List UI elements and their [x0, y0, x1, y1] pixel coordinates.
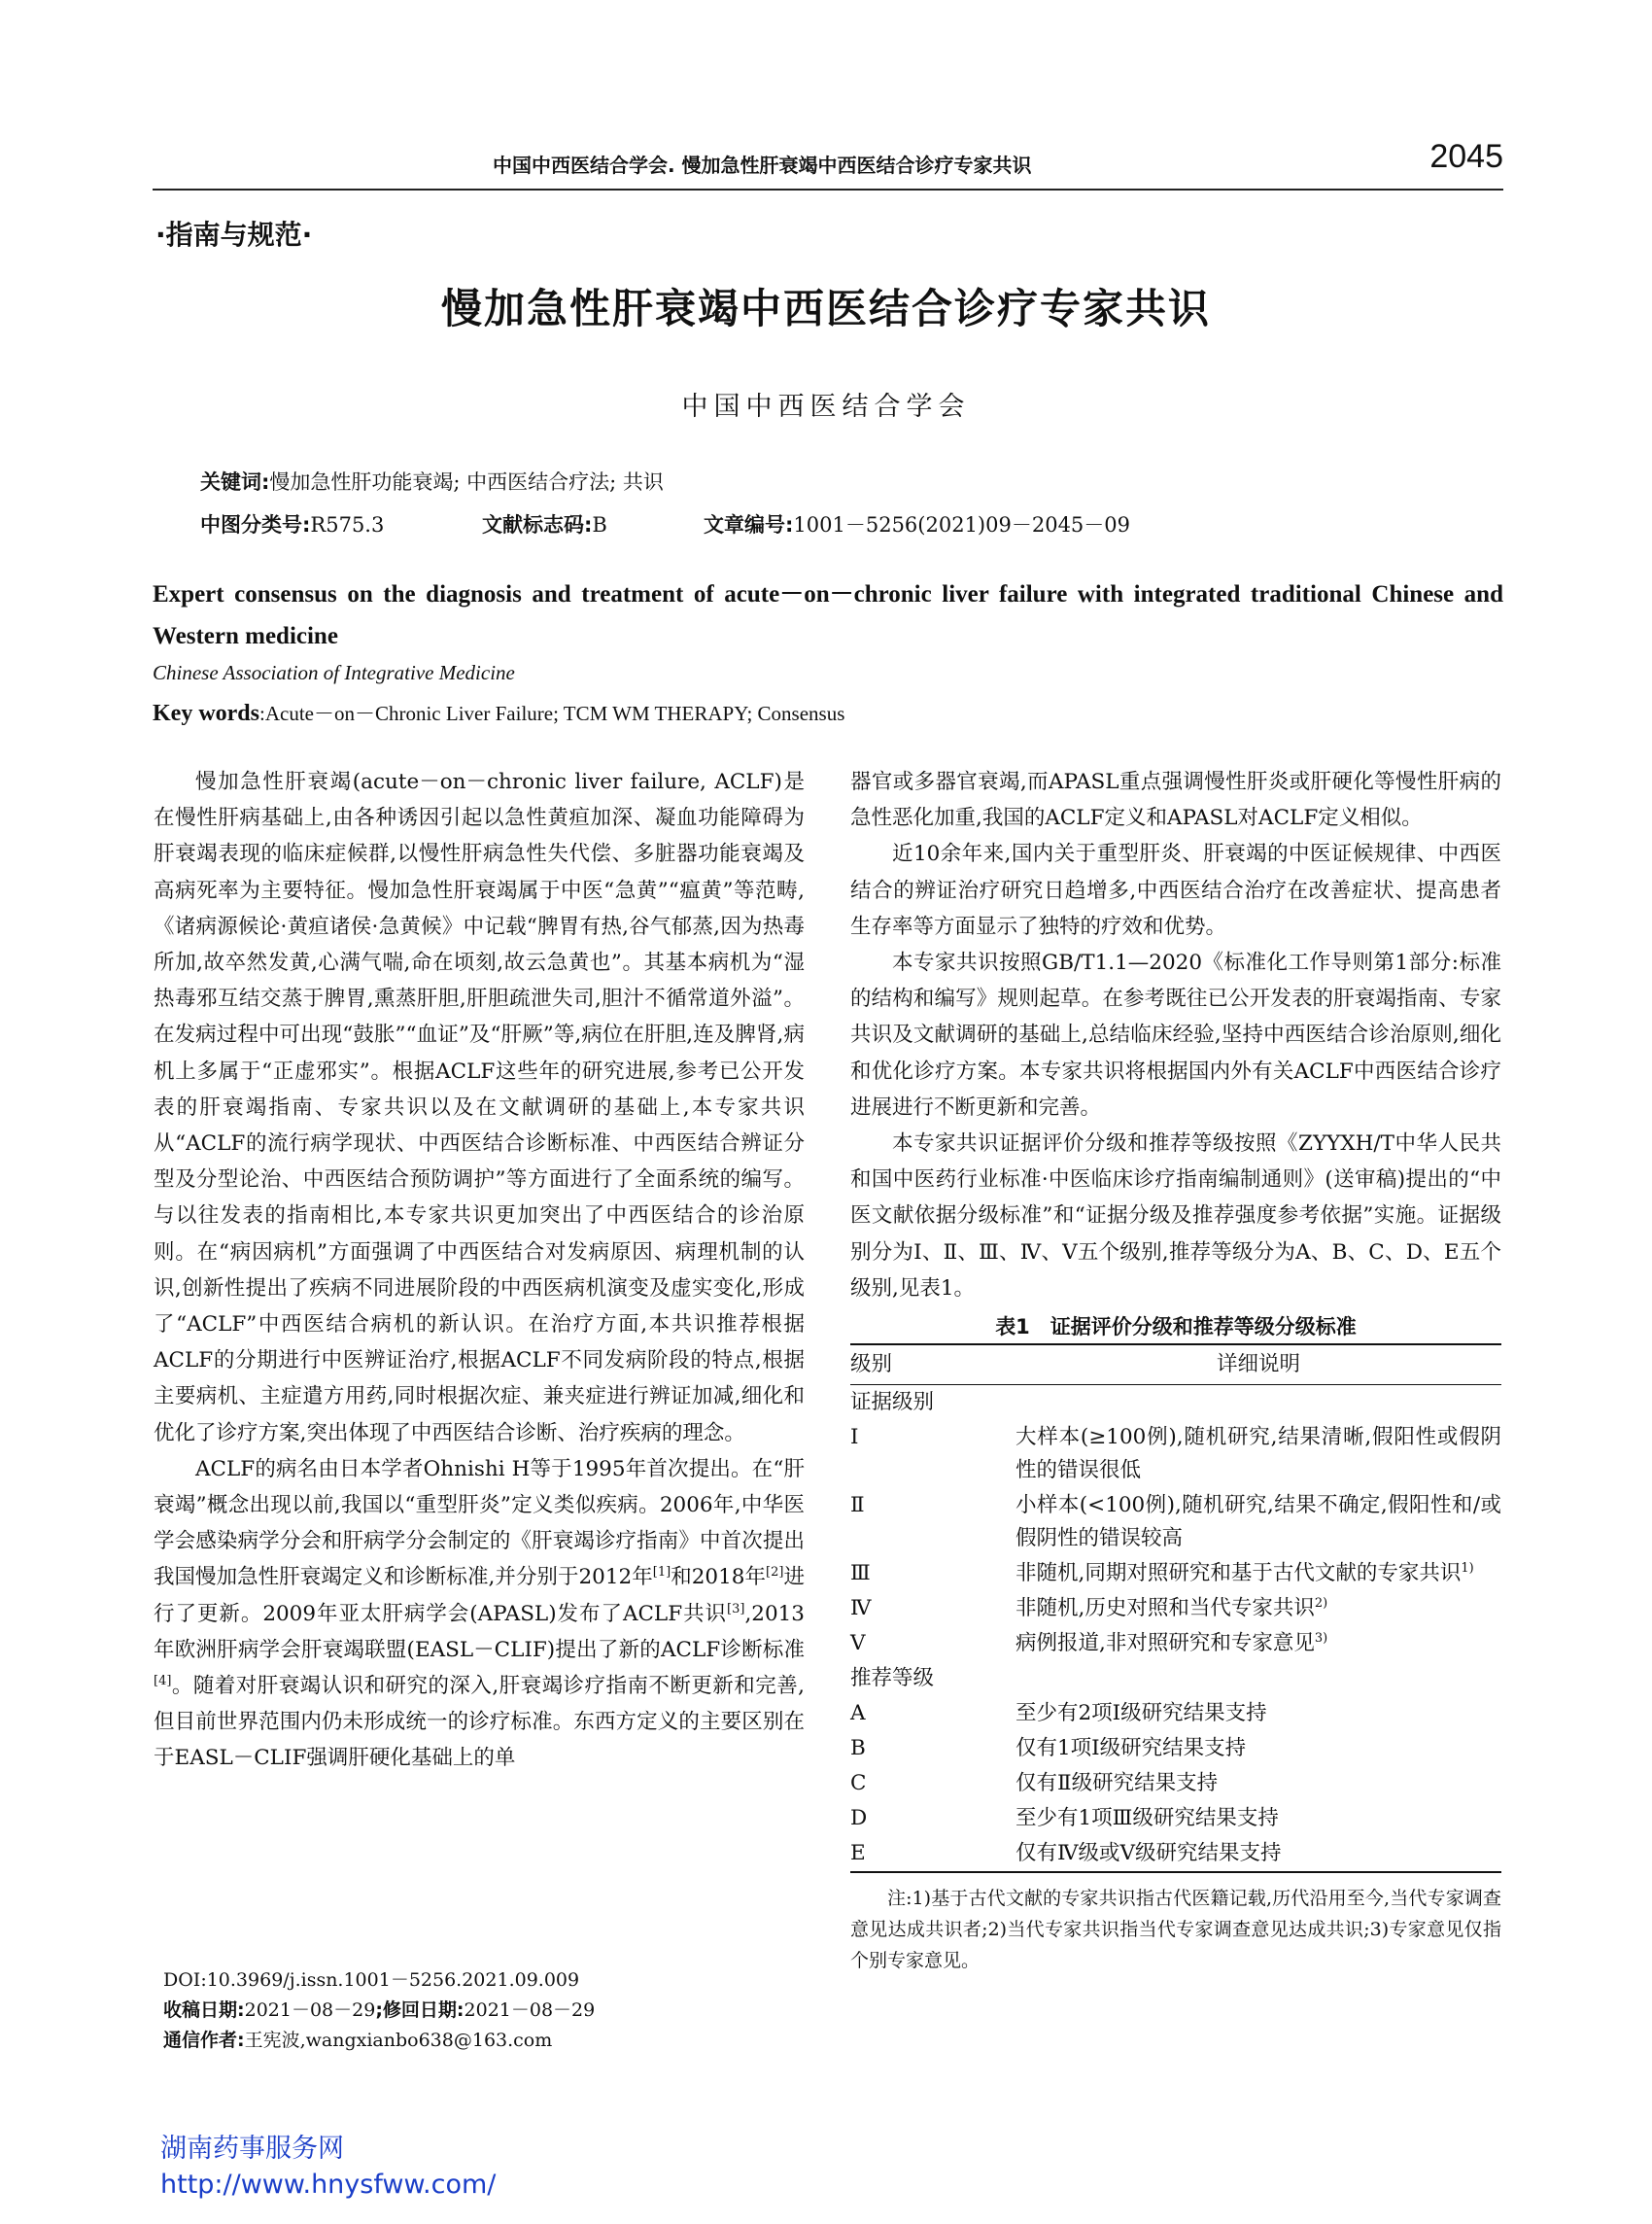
text-run: 进行了更新。2009年亚太肝病学会(APASL)发布了ACLF共识: [154, 1565, 805, 1626]
desc-cell: 仅有1项Ⅰ级研究结果支持: [1015, 1736, 1247, 1761]
keywords-value: 慢加急性肝功能衰竭; 中西医结合疗法; 共识: [269, 470, 664, 494]
desc-text: 病例报道,非对照研究和专家意见: [1015, 1631, 1315, 1656]
watermark-url[interactable]: http://www.hnysfww.com/: [160, 2170, 497, 2200]
desc-text: 小样本(<100例),随机研究,结果不确定,假阳性和/或假阴性的错误较高: [1015, 1493, 1501, 1551]
keywords-line: [200, 467, 664, 496]
note-ref: 1): [1461, 1560, 1474, 1576]
desc-text: 非随机,同期对照研究和基于古代文献的专家共识: [1015, 1561, 1462, 1586]
table-caption: 表1 证据评价分级和推荐等级分级标准: [995, 1315, 1357, 1339]
desc-cell: 仅有Ⅳ级或Ⅴ级研究结果支持: [1015, 1841, 1282, 1866]
revised-date: 2021－08－29: [464, 1999, 596, 2021]
level-cell: Ⅲ: [850, 1561, 871, 1586]
desc-cell: 至少有2项Ⅰ级研究结果支持: [1015, 1701, 1267, 1726]
level-cell: Ⅱ: [850, 1493, 865, 1518]
level-cell: Ⅴ: [850, 1631, 866, 1656]
corresponding-label: 通信作者:: [163, 2030, 245, 2051]
level-cell: E: [850, 1841, 866, 1866]
table-row: [850, 1488, 1501, 1556]
text-run: 和2018年: [671, 1565, 767, 1590]
table-note: 注:1)基于古代文献的专家共识指古代医籍记载,历代沿用至今,当代专家调查意见达成共识者;2)当代专家共识指当代专家调查意见达成共识;3)专家意见仅指个别专家意见。: [850, 1888, 1501, 1972]
body-column-left: [154, 764, 805, 1777]
section-label: ·指南与规范·: [155, 219, 313, 251]
article-footnote: [163, 1965, 746, 2056]
doc-code-value: B: [592, 513, 607, 537]
level-cell: D: [850, 1806, 868, 1831]
body-paragraph: [154, 1451, 805, 1777]
english-author: Chinese Association of Integrative Medicine: [153, 661, 515, 684]
corresponding-line: [163, 2026, 746, 2056]
table-row: [850, 1731, 1501, 1766]
header-detail: 详细说明: [1216, 1352, 1300, 1377]
header-level: 级别: [850, 1352, 893, 1377]
table-group-row: [850, 1385, 1501, 1421]
table-row: [850, 1801, 1501, 1836]
text-run: ACLF的病名由日本学者Ohnishi H等于1995年首次提出。在“肝衰竭”概念出现以前,我国以“重型肝炎”定义类似疾病。2006年,中华医学会感染病学分会和肝病学分会制定的《肝衰竭诊疗指南》中首次提出我国慢加急性肝衰竭定义和诊断标准,并分别于2012年: [154, 1456, 805, 1590]
citation-ref[interactable]: [1]: [652, 1565, 671, 1581]
dates-line: [163, 1996, 746, 2026]
body-paragraph: 近10余年来,国内关于重型肝炎、肝衰竭的中医证候规律、中西医结合的辨证治疗研究日趋增多,中西医结合治疗在改善症状、提高患者生存率等方面显示了独特的疗效和优势。: [850, 842, 1501, 939]
level-cell: Ⅰ: [850, 1425, 859, 1450]
table-row: [850, 1696, 1501, 1731]
corresponding-author[interactable]: 王宪波,wangxianbo638@163.com: [244, 2030, 553, 2051]
running-head: 中国中西医结合学会. 慢加急性肝衰竭中西医结合诊疗专家共识: [493, 154, 1032, 177]
article-id-label: 文章编号:: [704, 513, 794, 537]
note-ref: 2): [1314, 1595, 1328, 1611]
table-row: [850, 1836, 1501, 1872]
note-ref: 3): [1314, 1630, 1328, 1646]
body-paragraph-continued: 器官或多器官衰竭,而APASL重点强调慢性肝炎或肝硬化等慢性肝病的急性恶化加重,我国的ACLF定义和APASL对ACLF定义相似。: [850, 770, 1501, 831]
group-evidence: 证据级别: [850, 1390, 935, 1415]
table-row: [850, 1556, 1501, 1591]
received-date: 2021－08－29: [244, 1999, 376, 2021]
citation-ref[interactable]: [4]: [154, 1673, 172, 1688]
keywords-label: 关键词:: [200, 470, 270, 494]
english-keywords-value: :Acute－on－Chronic Liver Failure; TCM WM THERAPY; Consensus: [259, 702, 845, 725]
english-title: Expert consensus on the diagnosis and treatment of acute－on－chronic liver failure with integrated traditional Chinese and Western medicine: [153, 581, 1503, 649]
article-author: 中国中西医结合学会: [681, 392, 971, 422]
desc-cell: 至少有1项Ⅲ级研究结果支持: [1015, 1806, 1279, 1831]
level-cell: A: [850, 1701, 866, 1726]
article-title: 慢加急性肝衰竭中西医结合诊疗专家共识: [440, 285, 1211, 332]
desc-cell: 仅有Ⅱ级研究结果支持: [1015, 1771, 1219, 1796]
body-column-right: [850, 764, 1501, 1976]
english-keywords-label: Key words: [153, 701, 259, 726]
desc-cell: [1015, 1626, 1501, 1661]
level-cell: Ⅳ: [850, 1596, 872, 1621]
citation-ref[interactable]: [2]: [766, 1565, 784, 1581]
evidence-table: [850, 1343, 1501, 1873]
body-paragraph: 本专家共识按照GB/T1.1—2020《标准化工作导则第1部分:标准的结构和编写》规则起草。在参考既往已公开发表的肝衰竭指南、专家共识及文献调研的基础上,总结临床经验,坚持中西医结合诊治原则,细化和优化诊疗方案。本专家共识将根据国内外有关ACLF中西医结合诊疗进展进行不断更新和完善。: [850, 951, 1501, 1120]
body-paragraph: 本专家共识证据评价分级和推荐等级按照《ZYYXH/T中华人民共和国中医药行业标准·中医临床诊疗指南编制通则》(送审稿)提出的“中医文献依据分级标准”和“证据分级及推荐强度参考依据”实施。证据级别分为Ⅰ、Ⅱ、Ⅲ、Ⅳ、Ⅴ五个级别,推荐等级分为A、B、C、D、E五个级别,见表1。: [850, 1131, 1501, 1301]
table-header-row: [850, 1344, 1501, 1385]
text-run: ,2013年欧洲肝病学会肝衰竭联盟(EASL－CLIF)提出了新的ACLF诊断标准: [154, 1601, 805, 1662]
table-row: [850, 1626, 1501, 1661]
article-id-line: [704, 509, 1130, 539]
table-row: [850, 1591, 1501, 1626]
desc-cell: [1015, 1591, 1501, 1626]
doc-code-line: [482, 509, 607, 539]
desc-cell: [1015, 1420, 1501, 1488]
desc-text: 非随机,历史对照和当代专家共识: [1015, 1596, 1315, 1621]
level-cell: C: [850, 1771, 867, 1796]
doi-line[interactable]: DOI:10.3969/j.issn.1001－5256.2021.09.009: [163, 1969, 580, 1991]
desc-cell: [1015, 1556, 1501, 1591]
table-row: [850, 1420, 1501, 1488]
english-keywords: [153, 698, 844, 727]
clc-value: R575.3: [310, 513, 385, 537]
doc-code-label: 文献标志码:: [482, 513, 593, 537]
body-paragraph: 慢加急性肝衰竭(acute－on－chronic liver failure, ACLF)是在慢性肝病基础上,由各种诱因引起以急性黄疸加深、凝血功能障碍为肝衰竭表现的临床症候群,以慢性肝病急性失代偿、多脏器功能衰竭及高病死率为主要特征。慢加急性肝衰竭属于中医“急黄”“瘟黄”等范畴,《诸病源候论·黄疸诸侯·急黄候》中记载“脾胃有热,谷气郁蒸,因为热毒所加,故卒然发黄,心满气喘,命在顷刻,故云急黄也”。其基本病机为“湿热毒邪互结交蒸于脾胃,熏蒸肝胆,肝胆疏泄失司,胆汁不循常道外溢”。在发病过程中可出现“鼓胀”“血证”及“肝厥”等,病位在肝胆,连及脾肾,病机上多属于“正虚邪实”。根据ACLF这些年的研究进展,参考已公开发表的肝衰竭指南、专家共识以及在文献调研的基础上,本专家共识从“ACLF的流行病学现状、中西医结合诊断标准、中西医结合辨证分型及分型论治、中西医结合预防调护”等方面进行了全面系统的编写。与以往发表的指南相比,本专家共识更加突出了中西医结合的诊治原则。在“病因病机”方面强调了中西医结合对发病原因、病理机制的认识,创新性提出了疾病不同进展阶段的中西医病机演变及虚实变化,形成了“ACLF”中西医结合病机的新认识。在治疗方面,本共识推荐根据ACLF的分期进行中医辨证治疗,根据ACLF不同发病阶段的特点,根据主要病机、主症遣方用药,同时根据次症、兼夹症进行辨证加减,细化和优化了诊疗方案,突出体现了中西医结合诊断、治疗疾病的理念。: [154, 770, 805, 1445]
revised-label: ;修回日期:: [375, 1999, 465, 2021]
desc-text: 大样本(≥100例),随机研究,结果清晰,假阳性或假阴性的错误很低: [1015, 1425, 1501, 1483]
site-watermark: [160, 2131, 496, 2203]
level-cell: B: [850, 1736, 866, 1761]
table-row: [850, 1766, 1501, 1801]
page-header: [153, 138, 1503, 191]
text-run: 。随着对肝衰竭认识和研究的深入,肝衰竭诊疗指南不断更新和完善,但目前世界范围内仍未形成统一的诊疗标准。东西方定义的主要区别在于EASL－CLIF强调肝硬化基础上的单: [154, 1674, 805, 1771]
received-label: 收稿日期:: [163, 1999, 245, 2021]
article-id-value: 1001－5256(2021)09－2045－09: [793, 513, 1131, 537]
watermark-name: 湖南药事服务网: [160, 2134, 344, 2164]
group-recommend: 推荐等级: [850, 1666, 935, 1691]
table-group-row: [850, 1661, 1501, 1696]
citation-ref[interactable]: [3]: [727, 1601, 745, 1616]
classification-line: [200, 509, 384, 539]
page-number: 2045: [1429, 138, 1503, 175]
desc-cell: [1015, 1488, 1501, 1556]
clc-label: 中图分类号:: [200, 513, 311, 537]
